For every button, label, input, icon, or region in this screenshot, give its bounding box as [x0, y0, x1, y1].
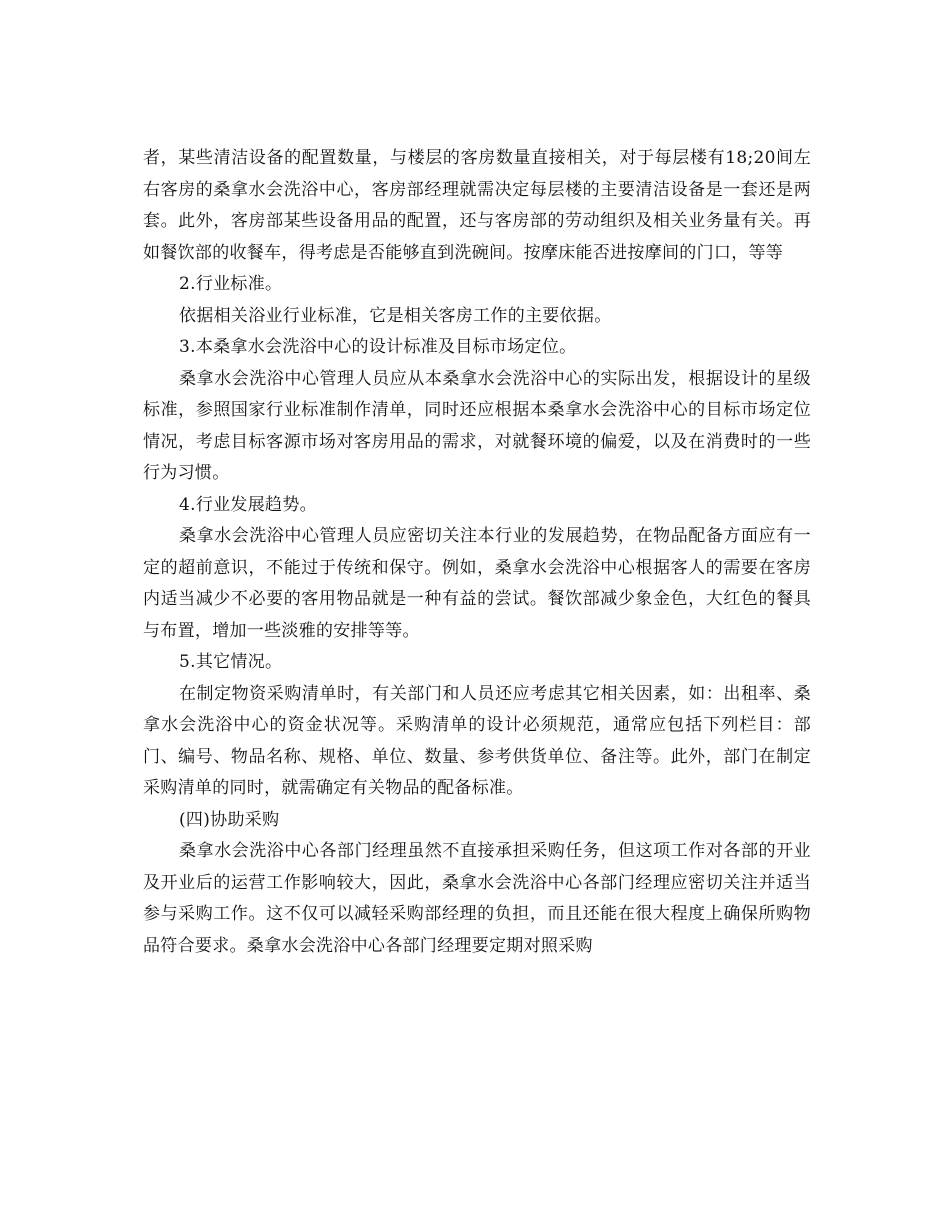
section-heading-industry-standard: 2.行业标准。: [179, 274, 283, 294]
paragraph-design-standard: 桑拿水会洗浴中心管理人员应从本桑拿水会洗浴中心的实际出发，根据设计的星级标准，参照国家行业标准制作清单，同时还应根据本桑拿水会洗浴中心的目标市场定位情况，考虑目标客源市场对客房用品的需求，对就餐环境的偏爱，以及在消费时的一些行为习惯。: [143, 368, 811, 483]
section-heading-design-standard: 3.本桑拿水会洗浴中心的设计标准及目标市场定位。: [179, 337, 577, 357]
paragraph-continuation: 者，某些清洁设备的配置数量，与楼层的客房数量直接相关，对于每层楼有18;20间左右客房的桑拿水会洗浴中心，客房部经理就需决定每层楼的主要清洁设备是一套还是两套。此外，客房部某些设备用品的配置，还与客房部的劳动组织及相关业务量有关。再如餐饮部的收餐车，得考虑是否能够直到洗碗间。按摩床能否进按摩间的门口，等等: [143, 148, 811, 263]
paragraph-industry-standard: 依据相关浴业行业标准，它是相关客房工作的主要依据。: [179, 305, 612, 326]
paragraph-industry-trend: 桑拿水会洗浴中心管理人员应密切关注本行业的发展趋势，在物品配备方面应有一定的超前意识，不能过于传统和保守。例如，桑拿水会洗浴中心根据客人的需要在客房内适当减少不必要的客用物品就是一种有益的尝试。餐饮部减少象金色，大红色的餐具与布置，增加一些淡雅的安排等等。: [143, 526, 811, 641]
section-heading-other: 5.其它情况。: [179, 652, 283, 672]
paragraph-other: 在制定物资采购清单时，有关部门和人员还应考虑其它相关因素，如：出租率、桑拿水会洗浴中心的资金状况等。采购清单的设计必须规范，通常应包括下列栏目：部门、编号、物品名称、规格、单位、数量、参考供货单位、备注等。此外，部门在制定采购清单的同时，就需确定有关物品的配备标准。: [143, 683, 811, 798]
paragraph-assist-procurement: 桑拿水会洗浴中心各部门经理虽然不直接承担采购任务，但这项工作对各部的开业及开业后的运营工作影响较大，因此，桑拿水会洗浴中心各部门经理应密切关注并适当参与采购工作。这不仅可以减轻采购部经理的负担，而且还能在很大程度上确保所购物品符合要求。桑拿水会洗浴中心各部门经理要定期对照采购: [143, 841, 811, 956]
section-heading-assist-procurement: (四)协助采购: [179, 809, 280, 830]
document-body: [143, 143, 811, 962]
section-heading-industry-trend: 4.行业发展趋势。: [179, 494, 317, 515]
